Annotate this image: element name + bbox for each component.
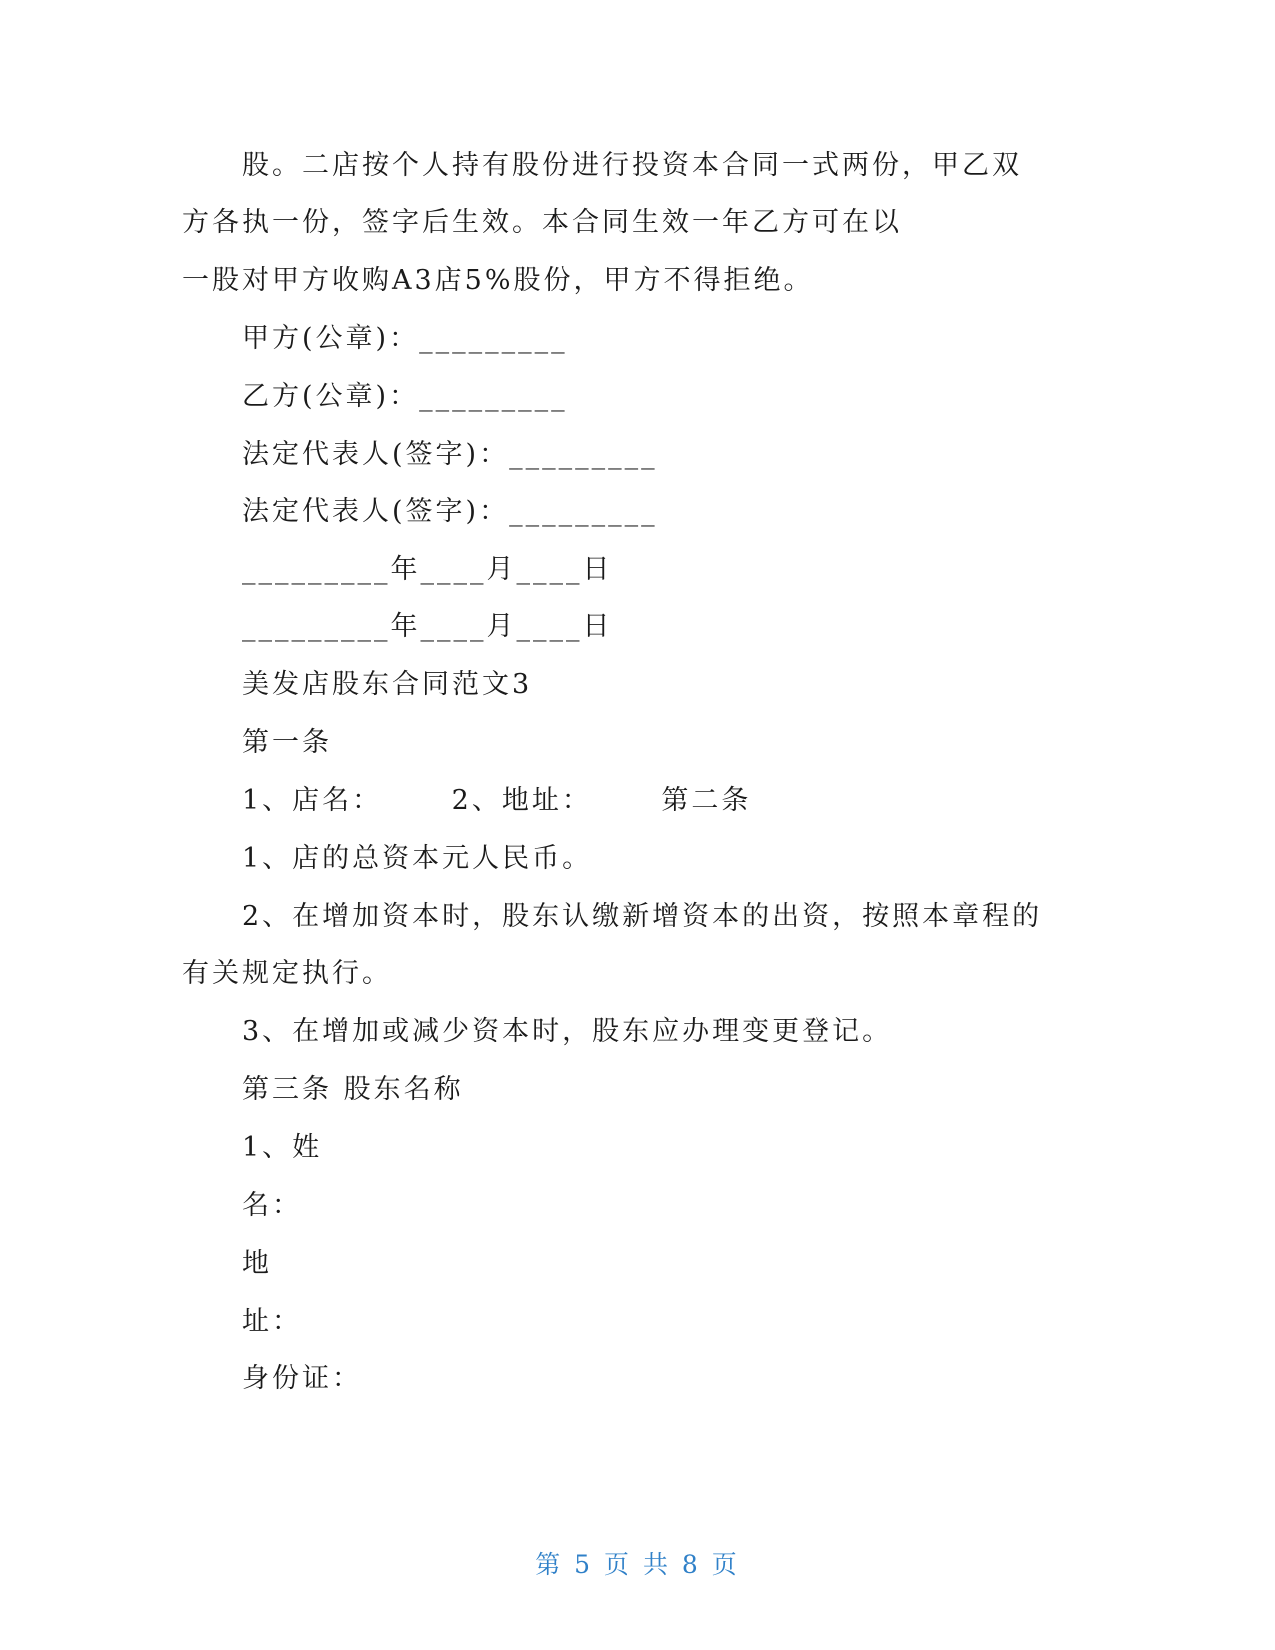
legal-rep-signature-b: 法定代表人(签字)：_________	[242, 496, 658, 527]
section-title: 美发店股东合同范文3	[242, 669, 533, 700]
body-line-2: 方各执一份，签字后生效。本合同生效一年乙方可在以	[182, 207, 902, 238]
shareholder-name: 名：	[242, 1190, 302, 1221]
body-line-1: 股。二店按个人持有股份进行投资本合同一式两份，甲乙双	[242, 150, 1022, 181]
shareholder-address-2: 址：	[242, 1306, 302, 1337]
date-line-b: _________年____月____日	[242, 611, 613, 642]
legal-rep-signature-a: 法定代表人(签字)：_________	[242, 439, 658, 470]
article-3-heading: 第三条 股东名称	[242, 1074, 464, 1105]
shareholder-surname: 1、姓	[242, 1132, 323, 1163]
article-1-heading: 第一条	[242, 727, 332, 758]
page-number-footer: 第 5 页 共 8 页	[535, 1550, 740, 1579]
article-2-item-3: 3、在增加或减少资本时，股东应办理变更登记。	[242, 1016, 893, 1047]
shareholder-address-1: 地	[242, 1248, 272, 1279]
article-2-item-1: 1、店的总资本元人民币。	[242, 843, 593, 874]
article-2-item-2: 2、在增加资本时，股东认缴新增资本的出资，按照本章程的	[242, 901, 1043, 932]
article-2-item-2-cont: 有关规定执行。	[182, 958, 392, 989]
signature-party-b: 乙方(公章)：_________	[242, 381, 568, 412]
body-line-3: 一股对甲方收购A3店5%股份，甲方不得拒绝。	[182, 265, 814, 296]
signature-party-a: 甲方(公章)：_________	[242, 323, 568, 354]
article-1-items: 1、店名： 2、地址： 第二条	[242, 785, 752, 816]
date-line-a: _________年____月____日	[242, 554, 613, 585]
shareholder-id: 身份证：	[242, 1363, 362, 1394]
